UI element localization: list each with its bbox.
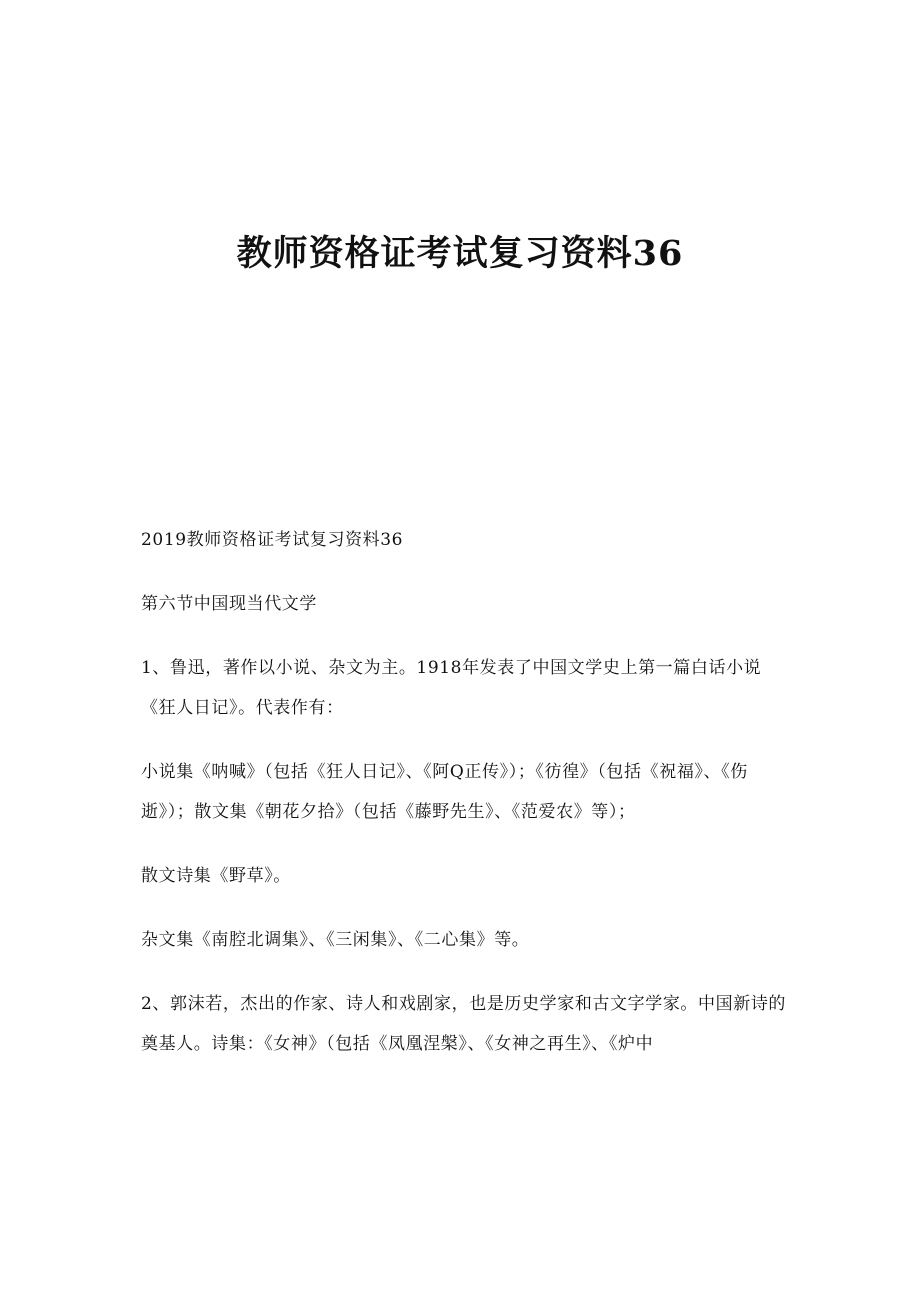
paragraph-luxun-intro: 1、鲁迅，著作以小说、杂文为主。1918年发表了中国文学史上第一篇白话小说《狂人日记》。代表作有： bbox=[141, 658, 762, 718]
paragraph-luxun-novels: 小说集《呐喊》（包括《狂人日记》、《阿Q正传》）；《彷徨》（包括《祝福》、《伤逝》）；散文集《朝花夕拾》（包括《藤野先生》、《范爱农》等）； bbox=[141, 762, 748, 822]
paragraph-subtitle: 2019教师资格证考试复习资料36 bbox=[141, 530, 404, 550]
paragraph-luxun-essays: 杂文集《南腔北调集》、《三闲集》、《二心集》等。 bbox=[141, 930, 530, 950]
paragraph-guomoruo: 2、郭沫若，杰出的作家、诗人和戏剧家，也是历史学家和古文字学家。中国新诗的奠基人。诗集：《女神》（包括《凤凰涅槃》、《女神之再生》、《炉中 bbox=[141, 994, 787, 1054]
paragraph-section-heading: 第六节中国现当代文学 bbox=[141, 594, 317, 614]
document-title: 教师资格证考试复习资料36 bbox=[236, 233, 684, 274]
paragraph-luxun-prose-poems: 散文诗集《野草》。 bbox=[141, 866, 291, 886]
document-body bbox=[141, 520, 786, 1088]
